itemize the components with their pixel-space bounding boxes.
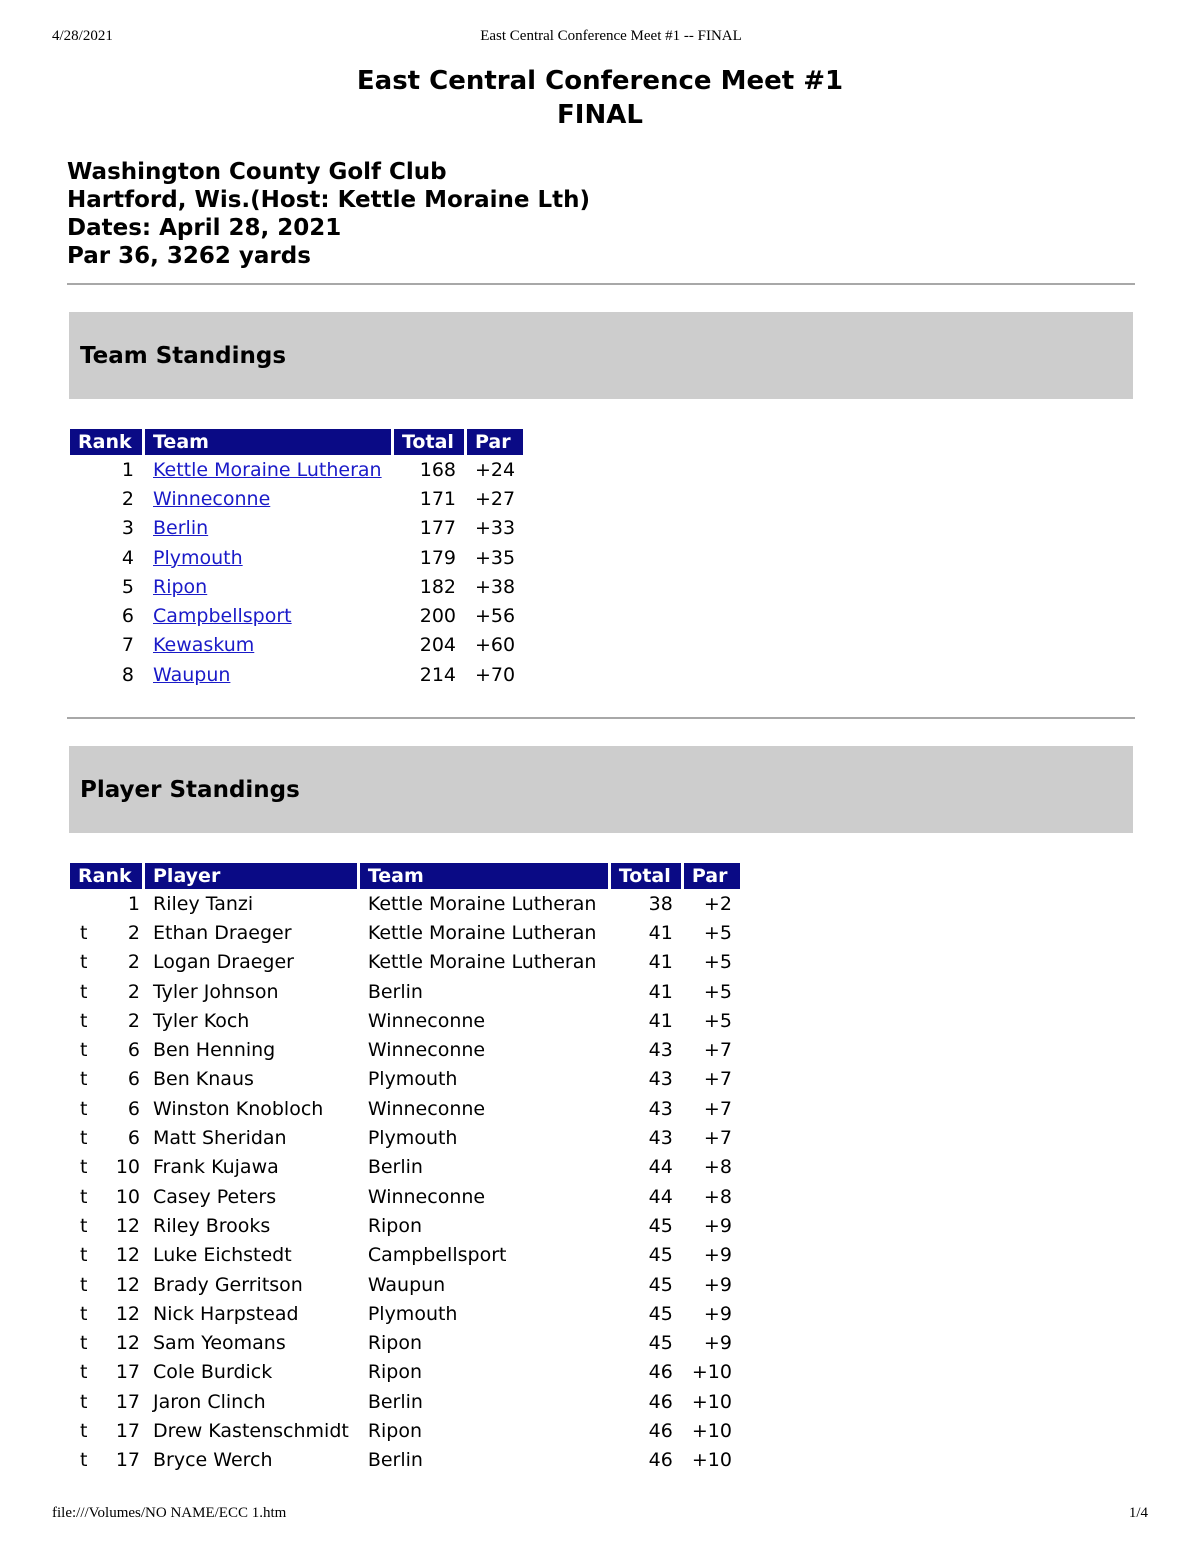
player-total: 46 [648, 1419, 673, 1442]
team-row [70, 660, 523, 689]
player-total: 43 [648, 1039, 673, 1062]
player-team: Ripon [367, 1332, 423, 1355]
team-total: 204 [419, 634, 456, 657]
team-total: 179 [419, 546, 456, 569]
player-rank: 17 [115, 1390, 140, 1413]
player-team: Ripon [367, 1419, 423, 1442]
player-par: +10 [691, 1419, 732, 1442]
player-row [70, 1006, 740, 1035]
player-par: +10 [691, 1449, 732, 1472]
player-name: Ben Knaus [153, 1068, 254, 1091]
player-name: Casey Peters [153, 1185, 277, 1208]
team-link[interactable]: Campbellsport [153, 605, 292, 628]
team-name-cell [145, 572, 391, 601]
team-link[interactable]: Plymouth [153, 546, 243, 569]
player-name: Matt Sheridan [153, 1127, 287, 1150]
player-team: Winneconne [367, 1097, 486, 1120]
team-total: 182 [419, 575, 456, 598]
player-standings-heading: Player Standings [69, 746, 1133, 833]
player-total: 41 [648, 980, 673, 1003]
player-team: Ripon [367, 1361, 423, 1384]
player-rank: 17 [115, 1419, 140, 1442]
player-team: Ripon [367, 1214, 423, 1237]
player-par: +5 [703, 1009, 732, 1032]
player-total: 46 [648, 1390, 673, 1413]
team-rank: 8 [121, 663, 134, 686]
player-rank: 6 [127, 1039, 140, 1062]
venue-course: Washington County Golf Club [67, 159, 447, 185]
player-total: 45 [648, 1273, 673, 1296]
team-link[interactable]: Waupun [153, 663, 231, 686]
col-player: Player [145, 863, 357, 889]
player-name: Bryce Werch [153, 1449, 273, 1472]
player-name: Brady Gerritson [153, 1273, 303, 1296]
col-team: Team [360, 863, 608, 889]
team-name-cell [145, 631, 391, 660]
player-total: 43 [648, 1127, 673, 1150]
team-rank: 5 [121, 575, 134, 598]
team-link[interactable]: Ripon [153, 575, 208, 598]
divider [67, 283, 1135, 285]
player-row [70, 1123, 740, 1152]
player-row [70, 889, 740, 918]
player-standings-table [67, 863, 743, 1475]
player-rank: 10 [115, 1156, 140, 1179]
player-name: Cole Burdick [153, 1361, 273, 1384]
player-row [70, 948, 740, 977]
player-name: Drew Kastenschmidt [153, 1419, 349, 1442]
player-table-header [70, 863, 740, 889]
tie-marker: t [80, 1419, 88, 1442]
player-row [70, 1387, 740, 1416]
col-total: Total [611, 863, 681, 889]
player-row [70, 1241, 740, 1270]
team-row [70, 484, 523, 513]
team-name-cell [145, 484, 391, 513]
tie-marker: t [80, 1156, 88, 1179]
tie-marker [70, 889, 100, 918]
player-name: Frank Kujawa [153, 1156, 279, 1179]
col-rank: Rank [70, 429, 142, 455]
player-rank: 12 [115, 1214, 140, 1237]
team-total: 171 [419, 487, 456, 510]
player-par: +10 [691, 1390, 732, 1413]
player-name: Tyler Koch [153, 1009, 250, 1032]
player-par: +7 [703, 1097, 732, 1120]
team-par: +60 [475, 634, 516, 657]
player-rank: 12 [115, 1302, 140, 1325]
team-row [70, 631, 523, 660]
tie-marker: t [80, 921, 88, 944]
col-par: Par [467, 429, 523, 455]
player-rank: 10 [115, 1185, 140, 1208]
player-name: Nick Harpstead [153, 1302, 299, 1325]
player-par: +5 [703, 951, 732, 974]
team-rank: 7 [121, 634, 134, 657]
team-standings-heading: Team Standings [69, 312, 1133, 399]
player-rank: 12 [115, 1273, 140, 1296]
team-name-cell [145, 455, 391, 484]
print-file-path: file:///Volumes/NO NAME/ECC 1.htm [52, 1505, 287, 1521]
player-row [70, 1211, 740, 1240]
team-par: +70 [475, 663, 516, 686]
player-row [70, 1416, 740, 1445]
team-par: +35 [475, 546, 516, 569]
player-par: +9 [703, 1273, 732, 1296]
player-par: +8 [703, 1156, 732, 1179]
player-rank: 17 [115, 1449, 140, 1472]
player-team: Berlin [367, 1156, 423, 1179]
player-team: Campbellsport [367, 1244, 507, 1267]
team-total: 177 [419, 517, 456, 540]
tie-marker: t [80, 1302, 88, 1325]
team-link[interactable]: Winneconne [153, 487, 271, 510]
player-par: +9 [703, 1302, 732, 1325]
player-total: 45 [648, 1214, 673, 1237]
tie-marker: t [80, 1390, 88, 1413]
tie-marker: t [80, 1185, 88, 1208]
print-page-number: 1/4 [1128, 1505, 1148, 1521]
player-total: 41 [648, 921, 673, 944]
player-team: Berlin [367, 980, 423, 1003]
tie-marker: t [80, 1097, 88, 1120]
player-name: Luke Eichstedt [153, 1244, 292, 1267]
title-line-2: FINAL [557, 100, 643, 130]
player-row [70, 1094, 740, 1123]
team-name-cell [145, 514, 391, 543]
player-rank: 17 [115, 1361, 140, 1384]
player-row [70, 1358, 740, 1387]
team-total: 168 [419, 458, 456, 481]
player-team: Kettle Moraine Lutheran [367, 951, 597, 974]
player-name: Riley Brooks [153, 1214, 271, 1237]
player-par: +10 [691, 1361, 732, 1384]
player-total: 43 [648, 1068, 673, 1091]
player-team: Plymouth [367, 1068, 458, 1091]
player-row [70, 977, 740, 1006]
player-par: +7 [703, 1068, 732, 1091]
player-row [70, 1328, 740, 1357]
player-total: 45 [648, 1244, 673, 1267]
title-line-1: East Central Conference Meet #1 [356, 66, 844, 96]
player-team: Winneconne [367, 1009, 486, 1032]
team-row [70, 601, 523, 630]
player-team: Plymouth [367, 1302, 458, 1325]
team-name-cell [145, 543, 391, 572]
player-par: +5 [703, 921, 732, 944]
venue-par-yards: Par 36, 3262 yards [67, 243, 311, 269]
venue-info [67, 158, 590, 270]
player-row [70, 1153, 740, 1182]
player-par: +7 [703, 1039, 732, 1062]
player-rank: 2 [127, 921, 140, 944]
player-team: Kettle Moraine Lutheran [367, 921, 597, 944]
page-title [0, 64, 1200, 132]
team-link[interactable]: Berlin [153, 517, 209, 540]
tie-marker: t [80, 1009, 88, 1032]
tie-marker: t [80, 1273, 88, 1296]
player-row [70, 1065, 740, 1094]
player-name: Riley Tanzi [153, 892, 254, 915]
team-par: +24 [475, 458, 516, 481]
tie-marker: t [80, 951, 88, 974]
player-row [70, 1035, 740, 1064]
tie-marker: t [80, 1332, 88, 1355]
player-name: Logan Draeger [153, 951, 294, 974]
team-total: 200 [419, 605, 456, 628]
player-team: Waupun [367, 1273, 446, 1296]
team-rank: 4 [121, 546, 134, 569]
team-table-header [70, 429, 523, 455]
player-name: Winston Knobloch [153, 1097, 324, 1120]
team-link[interactable]: Kewaskum [153, 634, 255, 657]
print-header [52, 28, 1148, 48]
player-team: Berlin [367, 1390, 423, 1413]
player-total: 41 [648, 1009, 673, 1032]
team-total: 214 [419, 663, 456, 686]
player-par: +7 [703, 1127, 732, 1150]
player-total: 41 [648, 951, 673, 974]
player-name: Ben Henning [153, 1039, 276, 1062]
tie-marker: t [80, 1214, 88, 1237]
team-rank: 6 [121, 605, 134, 628]
player-rank: 6 [127, 1127, 140, 1150]
player-total: 38 [648, 892, 673, 915]
player-par: +5 [703, 980, 732, 1003]
tie-marker: t [80, 1127, 88, 1150]
player-total: 44 [648, 1185, 673, 1208]
player-row [70, 1270, 740, 1299]
team-par: +38 [475, 575, 516, 598]
player-name: Ethan Draeger [153, 921, 292, 944]
player-name: Tyler Johnson [153, 980, 279, 1003]
player-total: 46 [648, 1449, 673, 1472]
player-par: +9 [703, 1244, 732, 1267]
team-row [70, 543, 523, 572]
player-total: 45 [648, 1302, 673, 1325]
tie-marker: t [80, 1361, 88, 1384]
player-rank: 6 [127, 1068, 140, 1091]
player-par: +9 [703, 1214, 732, 1237]
player-row [70, 1446, 740, 1475]
player-rank: 2 [127, 980, 140, 1003]
player-rank: 12 [115, 1332, 140, 1355]
player-row [70, 1299, 740, 1328]
team-rank: 1 [121, 458, 134, 481]
team-rank: 2 [121, 487, 134, 510]
divider [67, 717, 1135, 719]
col-team: Team [145, 429, 391, 455]
player-rank: 2 [127, 1009, 140, 1032]
player-name: Jaron Clinch [153, 1390, 266, 1413]
team-par: +27 [475, 487, 516, 510]
col-par: Par [684, 863, 740, 889]
player-rank: 1 [127, 892, 140, 915]
team-row [70, 455, 523, 484]
team-rank: 3 [121, 517, 134, 540]
venue-dates: Dates: April 28, 2021 [67, 215, 342, 241]
player-team: Plymouth [367, 1127, 458, 1150]
player-par: +9 [703, 1332, 732, 1355]
player-total: 46 [648, 1361, 673, 1384]
player-row [70, 1182, 740, 1211]
team-name-cell [145, 660, 391, 689]
col-rank: Rank [70, 863, 142, 889]
player-team: Kettle Moraine Lutheran [367, 892, 597, 915]
team-par: +56 [475, 605, 516, 628]
print-date: 4/28/2021 [52, 28, 113, 44]
player-total: 44 [648, 1156, 673, 1179]
player-par: +8 [703, 1185, 732, 1208]
team-row [70, 514, 523, 543]
tie-marker: t [80, 980, 88, 1003]
player-row [70, 918, 740, 947]
tie-marker: t [80, 1449, 88, 1472]
team-par: +33 [475, 517, 516, 540]
player-team: Winneconne [367, 1039, 486, 1062]
venue-location: Hartford, Wis.(Host: Kettle Moraine Lth) [67, 187, 591, 213]
player-team: Winneconne [367, 1185, 486, 1208]
print-doc-title: East Central Conference Meet #1 -- FINAL [480, 28, 742, 44]
player-par: +2 [703, 892, 732, 915]
player-team: Berlin [367, 1449, 423, 1472]
team-name-cell [145, 601, 391, 630]
team-standings-table [67, 429, 526, 689]
player-rank: 6 [127, 1097, 140, 1120]
team-link[interactable]: Kettle Moraine Lutheran [153, 458, 382, 481]
tie-marker: t [80, 1068, 88, 1091]
col-total: Total [394, 429, 464, 455]
player-rank: 2 [127, 951, 140, 974]
tie-marker: t [80, 1039, 88, 1062]
player-total: 43 [648, 1097, 673, 1120]
player-total: 45 [648, 1332, 673, 1355]
tie-marker: t [80, 1244, 88, 1267]
team-row [70, 572, 523, 601]
print-footer [52, 1505, 1148, 1525]
player-name: Sam Yeomans [153, 1332, 286, 1355]
player-rank: 12 [115, 1244, 140, 1267]
